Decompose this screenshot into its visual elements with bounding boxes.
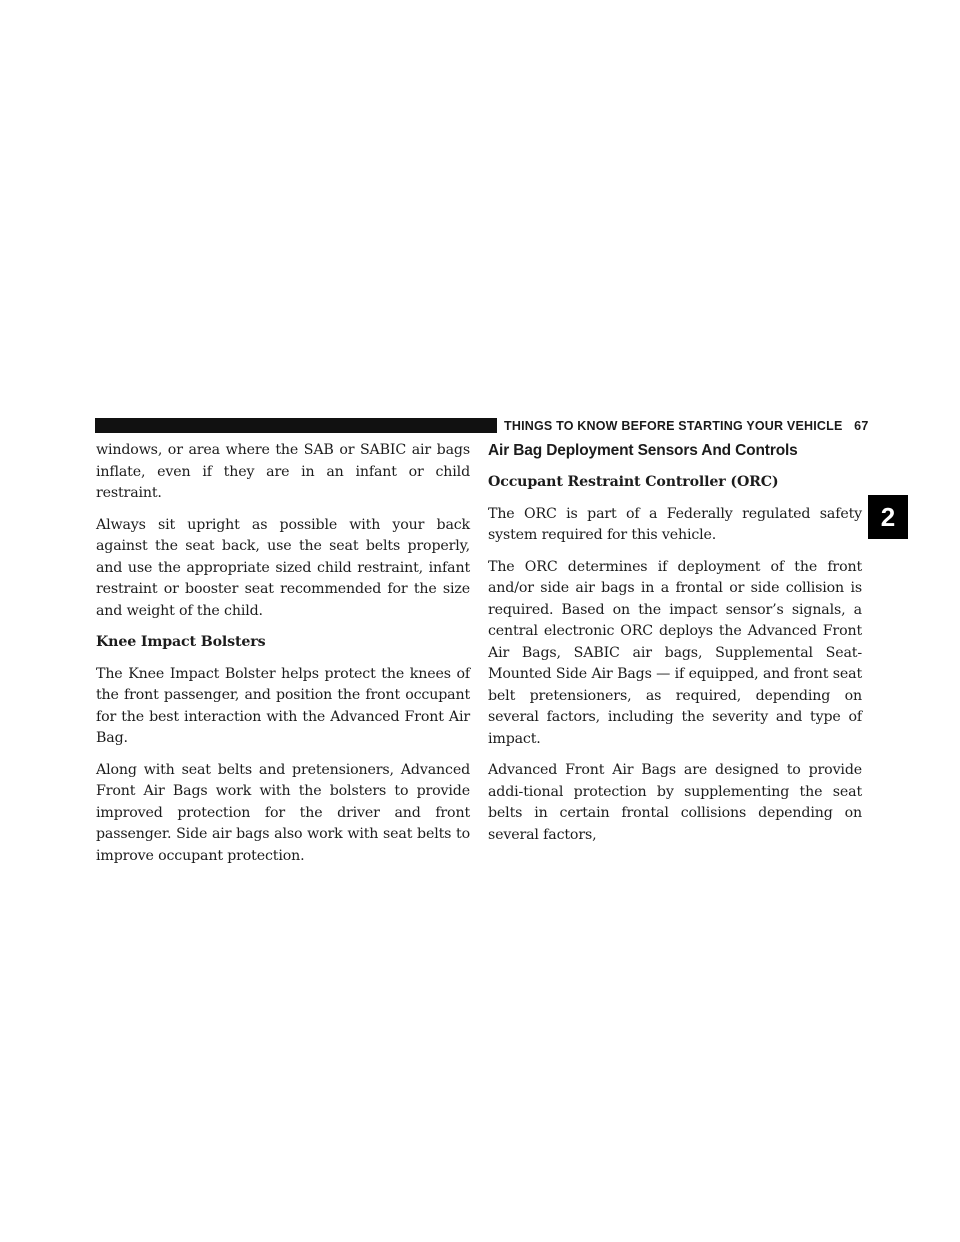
right-paragraph-2: The ORC determines if deployment of the front and/or side air bags in a frontal or side collision is required. Based on the impact sensor’s signals, a central electronic ORC deploys the Advanced Front Air Bags, SABIC air bags, Supplemental Seat-Mounted Side Air Bags — if equipped, and front seat belt pretensioners, as required, depending on several factors, including the severity and type of impact. [488, 558, 862, 747]
right-paragraph-1: The ORC is part of a Federally regulated safety system required for this vehicle. [488, 505, 862, 543]
chapter-tab: 2 [868, 495, 908, 539]
left-paragraph-4: Along with seat belts and pretensioners, Advanced Front Air Bags work with the bolsters to provide improved protection for the driver and front passenger. Side air bags also work with seat belts to improve occupant protection. [96, 761, 470, 864]
left-paragraph-2: Always sit upright as possible with your back against the seat back, use the seat belts properly, and use the appropriate sized child restraint, infant restraint or booster seat recommended for the size and weight of the child. [96, 516, 470, 619]
page-number: 67 [854, 419, 869, 433]
left-paragraph-1: windows, or area where the SAB or SABIC air bags inflate, even if they are in an infant or child restraint. [96, 442, 470, 501]
header-title: THINGS TO KNOW BEFORE STARTING YOUR VEHICLE [504, 419, 843, 433]
left-paragraph-3: The Knee Impact Bolster helps protect the knees of the front passenger, and position the front occupant for the best interaction with the Advanced Front Air Bag. [96, 665, 470, 746]
orc-heading: Occupant Restraint Controller (ORC) [488, 474, 779, 490]
knee-bolsters-heading: Knee Impact Bolsters [96, 634, 266, 650]
left-column [96, 440, 470, 877]
right-column [488, 440, 862, 856]
right-paragraph-3: Advanced Front Air Bags are designed to provide addi-tional protection by supplementing the seat belts in certain frontal collisions depending on several factors, [488, 762, 862, 843]
section-heading: Air Bag Deployment Sensors And Controls [488, 442, 798, 459]
header-rule-bar [95, 418, 497, 433]
running-header [504, 417, 868, 435]
